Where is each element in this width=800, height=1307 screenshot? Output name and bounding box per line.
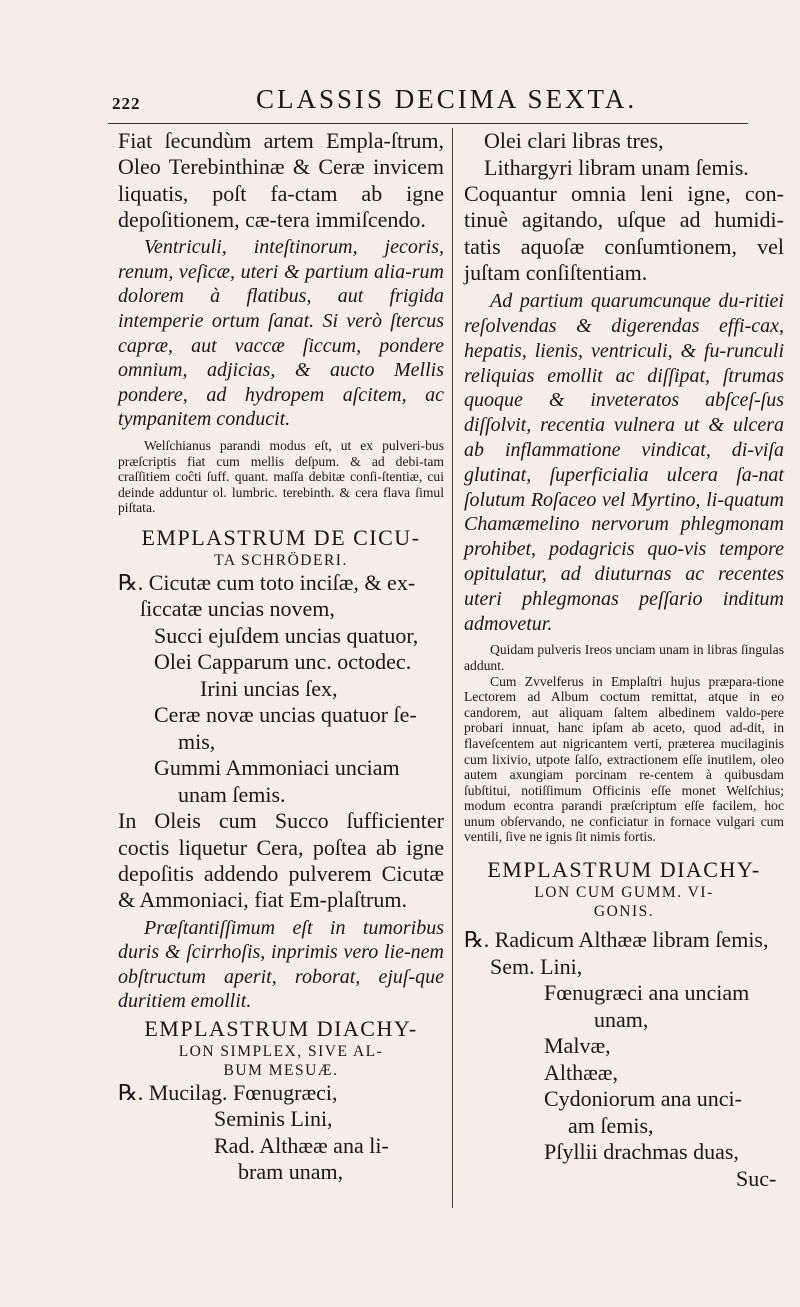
heading-line: LON CUM GUMM. VI- (534, 884, 714, 902)
heading-line: EMPLASTRUM DE CICU- (141, 524, 421, 550)
recipe-line: Irini uncias ſex, (200, 675, 338, 701)
left-paragraph-4: Præſtantiſſimum eſt in tumoribus duris & ſcirrhoſis, inprimis vero lie-nem obſtructum aperit, roborat, ejuſ-que duritiem emollit. (118, 916, 444, 1013)
recipe-line: bram unam, (238, 1159, 344, 1185)
right-paragraph-2: Ad partium quarumcunque du-ritiei reſolvendas & digerendas effi-cax, hepatis, lienis, ventriculi, & fu-runculi reliquias emollit ac diſſipat, ſtrumas quoque & inveteratos abſceſ-ſus diſſolvit, recentia vulnera ut & ulcera ab inflammatione vindicat, di-viſa glutinat, ſuperficialia ulcera ſa-nat ſolutum Roſaceo vel Myrtino, li-quatum Chamæmelino nervorum phlegmonam prohibet, podagricis quo-vis tempore opitulatur, ad diuturnas ac recentes uteri phlegmonas peſſario inditum admovetur. (464, 290, 784, 635)
section-heading-diachylon-simplex (118, 1016, 444, 1080)
recipe-line: ſiccatæ uncias novem, (140, 596, 335, 622)
left-paragraph-2: Ventriculi, inteſtinorum, jecoris, renum, veſicæ, uteri & partium alia-rum dolorem à flatibus, aut frigida intemperie ortum ſanat. Si verò ſtercus capræ, aut vaccæ ſiccum, pondere omnium, adjicias, & aucto Mellis pondere, ad hydropem aſcitem, ac tympanitem conducit. (118, 236, 444, 431)
right-note-2: Cum Zvvelferus in Emplaſtri hujus præpara-tione Lectorem ad Album coctum remittat, atque in eo candorem, aut aliquam ſaltem albedinem valdo-pere probari innuat, hanc ipſam ab aceto, quod ad-dit, in flaveſcentem aut nigricantem verti, præterea mucilaginis cum lixivio, utpote ſalſo, extractionem eſſe inutilem, oleo autem axungiam porcinam re-centem à quibusdam ſubſtitui, notiſſimum Officinis eſſe monet Welſchius; modum econtra parandi præſcriptum eſſe facilem, hoc unum obſervando, ne conficiatur in fornace vulgari cum ventili, ſive ne ignis ſit nimis fortis. (464, 673, 784, 845)
right-note-1: Quidam pulveris Ireos unciam unam in libras ſingulas addunt. (464, 642, 784, 673)
left-paragraph-1: Fiat ſecundùm artem Empla-ſtrum, Oleo Terebinthinæ & Ceræ invicem liquatis, poſt fa-ctam ab igne depoſitionem, cæ-tera immiſcendo. (118, 128, 444, 232)
recipe-line: Succi ejuſdem uncias quatuor, (154, 622, 419, 648)
heading-line: LON SIMPLEX, SIVE AL- (178, 1042, 384, 1060)
right-column (464, 128, 784, 1192)
right-paragraph-1: Coquantur omnia leni igne, con-tinuè agitando, uſque ad humidi-tatis aquoſæ conſumtionem, vel juſtam conſiſtentiam. (464, 181, 784, 285)
recipe-line: Rad. Althææ ana li- (214, 1132, 389, 1158)
recipe-line: Gummi Ammoniaci unciam (154, 755, 400, 781)
recipe-line: unam ſemis. (178, 781, 286, 807)
page-number: 222 (112, 94, 141, 113)
recipe-line: ℞. Mucilag. Fœnugræci, (118, 1079, 338, 1105)
left-paragraph-3: In Oleis cum Succo ſufficienter coctis liquetur Cera, poſtea ab igne depoſitis addendo pulverem Cicutæ & Ammoniaci, fiat Em-plaſtrum. (118, 808, 444, 913)
page-header (108, 84, 748, 120)
recipe-list-diachylon-simplex (118, 1080, 444, 1186)
running-title: CLASSIS DECIMA SEXTA. (256, 84, 638, 114)
recipe-line: am ſemis, (568, 1112, 654, 1138)
heading-line: EMPLASTRUM DIACHY- (144, 1015, 418, 1041)
recipe-list-cicuta (118, 570, 444, 809)
recipe-line: Cydoniorum ana unci- (544, 1086, 742, 1112)
heading-line: TA SCHRÖDERI. (214, 551, 348, 569)
recipe-line: Pſyllii drachmas duas, (544, 1139, 739, 1165)
recipe-line: unam, (594, 1006, 649, 1032)
recipe-line: Malvæ, (544, 1033, 611, 1059)
recipe-line: Seminis Lini, (214, 1106, 333, 1132)
recipe-list-diachylon-gummi (464, 927, 784, 1192)
recipe-continuation (464, 128, 784, 181)
recipe-line: Fœnugræci ana unciam (544, 980, 750, 1006)
recipe-line: Sem. Lini, (490, 953, 583, 979)
recipe-line: mis, (178, 728, 216, 754)
heading-line: EMPLASTRUM DIACHY- (487, 857, 761, 883)
left-note-1: Welſchianus parandi modus eſt, ut ex pulveri-bus præſcriptis fiat cum mellis deſpum. & ad debi-tam craſſitiem coĉti ſuff. quant. maſſa debitæ conſi-ſtentiæ, cui deinde adduntur ol. lumbric. terebinth. & cera flava ſimul piſtata. (118, 437, 444, 516)
recipe-line: Lithargyri libram unam ſemis. (484, 154, 749, 180)
column-divider (452, 128, 453, 1208)
heading-line: BUM MESUÆ. (223, 1061, 339, 1079)
section-heading-diachylon-gummi (464, 857, 784, 921)
left-column (118, 128, 444, 1186)
catchword: Suc- (736, 1165, 777, 1191)
header-rule (108, 123, 748, 124)
recipe-line: Olei Capparum unc. octodec. (154, 649, 412, 675)
recipe-line: ℞. Radicum Althææ libram ſemis, (464, 927, 769, 953)
recipe-line: Olei clari libras tres, (484, 128, 664, 153)
recipe-line: Althææ, (544, 1059, 618, 1085)
recipe-line: Ceræ novæ uncias quatuor ſe- (154, 702, 417, 728)
section-heading-cicuta (118, 525, 444, 570)
recipe-line: ℞. Cicutæ cum toto inciſæ, & ex- (118, 569, 416, 595)
heading-line: GONIS. (593, 903, 655, 921)
